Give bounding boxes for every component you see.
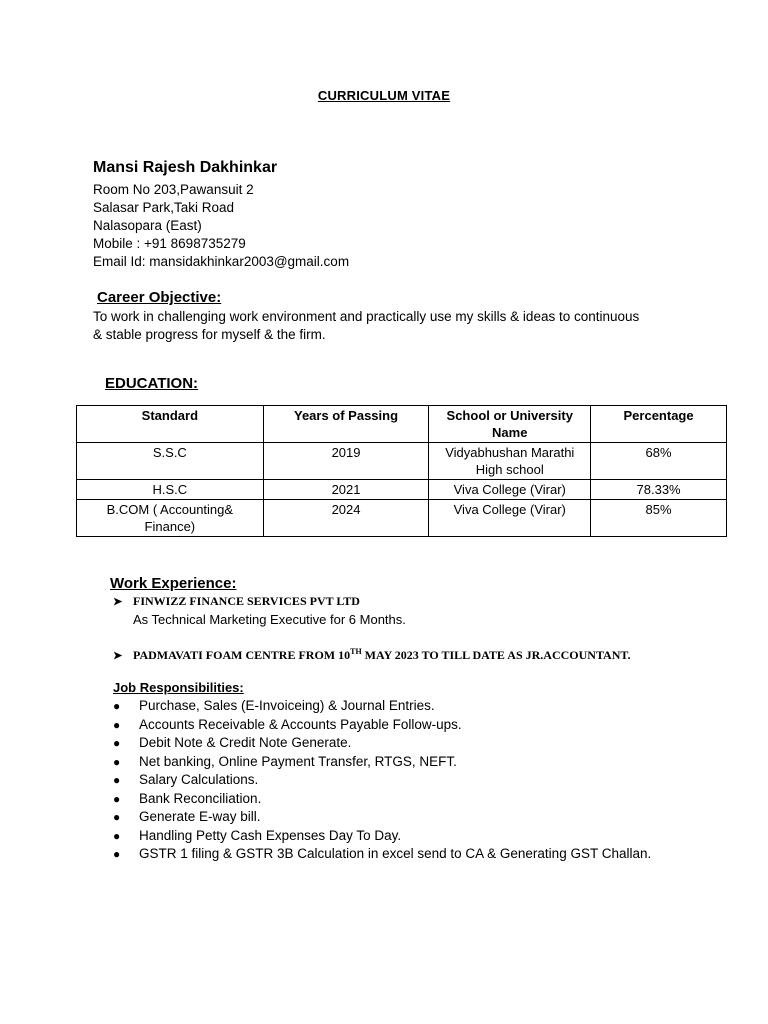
table-cell: B.COM ( Accounting& Finance) (77, 500, 264, 537)
education-heading: EDUCATION: (105, 375, 199, 392)
job-responsibilities-heading: Job Responsibilities: (113, 680, 244, 695)
bullet-dot-icon: ● (113, 773, 121, 787)
email-address: Email Id: mansidakhinkar2003@gmail.com (93, 254, 350, 269)
table-cell: H.S.C (77, 480, 264, 500)
company-entry (113, 594, 360, 609)
address-line: Room No 203,Pawansuit 2 (93, 182, 254, 197)
table-cell: Viva College (Virar) (429, 480, 591, 500)
list-item (113, 808, 651, 827)
table-cell: 68% (591, 443, 727, 480)
responsibilities-list (113, 697, 651, 864)
contact-block (93, 181, 349, 271)
list-item-text: Generate E-way bill. (139, 809, 261, 824)
list-item-text: GSTR 1 filing & GSTR 3B Calculation in excel send to CA & Generating GST Challan. (139, 846, 652, 861)
table-cell: 2024 (263, 500, 429, 537)
table-cell: 78.33% (591, 480, 727, 500)
bullet-dot-icon: ● (113, 736, 121, 750)
company-role: As Technical Marketing Executive for 6 Months. (133, 612, 406, 627)
list-item (113, 827, 651, 846)
table-cell: Vidyabhushan Marathi High school (429, 443, 591, 480)
arrow-bullet-icon: ➤ (113, 650, 123, 662)
list-item (113, 697, 651, 716)
bullet-dot-icon: ● (113, 828, 121, 843)
candidate-name: Mansi Rajesh Dakhinkar (93, 159, 278, 176)
list-item (113, 753, 651, 772)
objective-line: To work in challenging work environment and practically use my skills & ideas to continuous (93, 309, 640, 324)
list-item-text: Bank Reconciliation. (139, 790, 262, 806)
document-title: CURRICULUM VITAE (317, 88, 451, 103)
column-header: Percentage (591, 406, 727, 443)
table-row (77, 480, 727, 500)
table-cell: S.S.C (77, 443, 264, 480)
bullet-dot-icon: ● (113, 791, 121, 806)
bullet-dot-icon: ● (113, 810, 121, 824)
list-item-text: Purchase, Sales (E-Invoiceing) & Journal Entries. (139, 698, 435, 713)
list-item (113, 734, 651, 753)
bullet-dot-icon: ● (113, 717, 121, 732)
column-header: Standard (77, 406, 264, 443)
column-header: Years of Passing (263, 406, 429, 443)
table-row (77, 500, 727, 537)
career-objective-heading: Career Objective: (97, 289, 222, 306)
table-cell: Viva College (Virar) (429, 500, 591, 537)
list-item (113, 771, 651, 790)
company-entry (113, 647, 631, 663)
list-item-text: Handling Petty Cash Expenses Day To Day. (139, 827, 402, 843)
bullet-dot-icon: ● (113, 699, 121, 713)
list-item-text: Accounts Receivable & Accounts Payable Follow-ups. (139, 716, 462, 732)
company-text: PADMAVATI FOAM CENTRE FROM 10 (133, 648, 351, 662)
mobile-number: Mobile : +91 8698735279 (93, 236, 246, 251)
list-item (113, 790, 651, 809)
column-header: School or University Name (429, 406, 591, 443)
bullet-dot-icon: ● (113, 754, 121, 769)
education-table (76, 405, 727, 537)
address-line: Salasar Park,Taki Road (93, 200, 235, 215)
list-item-text: Debit Note & Credit Note Generate. (139, 735, 352, 750)
company-text: MAY 2023 TO TILL DATE AS JR.ACCOUNTANT. (361, 648, 631, 662)
list-item (113, 716, 651, 735)
career-objective-text (93, 308, 693, 344)
work-experience-heading: Work Experience: (110, 575, 237, 592)
arrow-bullet-icon: ➤ (113, 596, 123, 608)
table-cell: 85% (591, 500, 727, 537)
ordinal-suffix: TH (350, 647, 362, 656)
table-header-row (77, 406, 727, 443)
company-name (133, 648, 631, 662)
table-row (77, 443, 727, 480)
table-cell: 2021 (263, 480, 429, 500)
objective-line: & stable progress for myself & the firm. (93, 327, 326, 342)
table-cell: 2019 (263, 443, 429, 480)
list-item-text: Net banking, Online Payment Transfer, RTGS, NEFT. (139, 753, 457, 769)
company-name: FINWIZZ FINANCE SERVICES PVT LTD (133, 594, 360, 608)
address-line: Nalasopara (East) (93, 218, 202, 233)
bullet-dot-icon: ● (113, 847, 121, 861)
list-item-text: Salary Calculations. (139, 772, 259, 787)
list-item (113, 845, 651, 864)
